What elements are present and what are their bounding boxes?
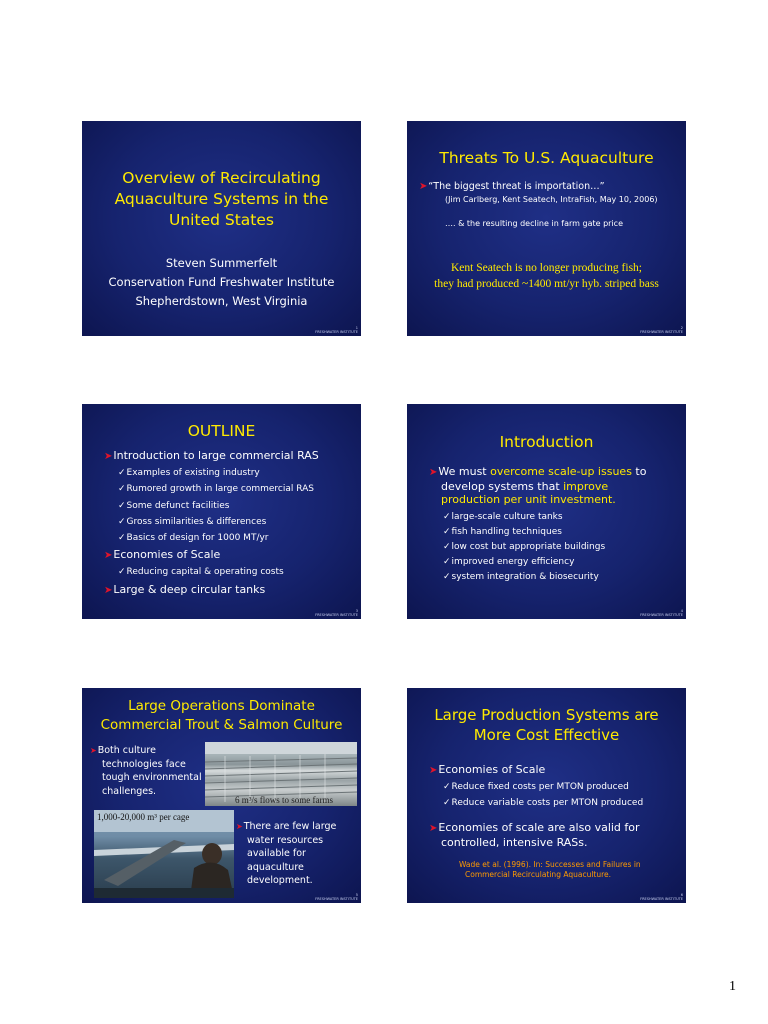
outline-item-text: Economies of Scale: [113, 548, 221, 562]
slide-number: 3 FRESHWATER INSTITUTE: [315, 609, 358, 617]
slide-number: 6 FRESHWATER INSTITUTE: [640, 893, 683, 901]
slide-6-bullets: [429, 762, 686, 850]
author-location: Shepherdstown, West Virginia: [135, 294, 308, 308]
slide-6-title: [407, 705, 686, 745]
slide-4-title: Introduction: [499, 433, 594, 451]
reference-line: Commercial Recirculating Aquaculture.: [465, 869, 612, 879]
bullet-arrow-icon: ➤: [236, 822, 243, 831]
intro-text: to: [631, 465, 647, 478]
checkmark-icon: ✓: [118, 468, 126, 478]
bullet-text: Economies of scale are also valid for: [438, 821, 640, 834]
bullet-arrow-icon: ➤: [419, 181, 428, 192]
raceway-farm-photo: [205, 742, 357, 806]
outline-sub-text: Some defunct facilities: [126, 500, 230, 511]
checkmark-icon: ✓: [443, 527, 451, 537]
intro-sub: [443, 555, 686, 570]
kent-seatech-note: [407, 260, 686, 292]
slide-number: 1 FRESHWATER INSTITUTE: [315, 326, 358, 334]
raceway-caption: 6 m³/s flows to some farms: [235, 795, 333, 805]
intro-sub: [443, 525, 686, 540]
intro-sub-text: system integration & biosecurity: [451, 572, 599, 582]
intro-line: [429, 480, 686, 494]
intro-line: [429, 465, 686, 480]
slide-1-author: [82, 254, 361, 311]
outline-sub: [104, 498, 361, 514]
bullet-arrow-icon: ➤: [104, 550, 113, 562]
checkmark-icon: ✓: [118, 533, 126, 544]
intro-sub: [443, 570, 686, 585]
left-text: technologies face: [102, 758, 186, 770]
author-affiliation: Conservation Fund Freshwater Institute: [108, 275, 335, 289]
checkmark-icon: ✓: [118, 500, 126, 511]
sub-text: Reduce variable costs per MTON produced: [451, 798, 644, 808]
outline-sub: [104, 514, 361, 530]
outline-item: [104, 546, 361, 564]
slide-number: 2 FRESHWATER INSTITUTE: [640, 326, 683, 334]
right-text: available for: [247, 848, 306, 859]
quote-text: “The biggest threat is importation…”: [428, 181, 605, 192]
intro-text: develop systems that: [441, 479, 564, 493]
intro-sub: [443, 540, 686, 555]
outline-sub-text: Gross similarities & differences: [126, 516, 267, 527]
left-text: challenges.: [102, 785, 157, 797]
checkmark-icon: ✓: [443, 572, 451, 582]
checkmark-icon: ✓: [443, 557, 451, 567]
title-line: More Cost Effective: [473, 726, 620, 744]
outline-item: [104, 581, 361, 599]
intro-sub-text: fish handling techniques: [451, 527, 562, 537]
checkmark-icon: ✓: [443, 512, 451, 522]
outline-item: [104, 448, 361, 465]
cage-image: [94, 810, 234, 898]
outline-sub-text: Rumored growth in large commercial RAS: [126, 484, 315, 495]
slide-6-reference: [459, 860, 686, 879]
checkmark-icon: ✓: [443, 782, 451, 792]
outline-sub: [104, 481, 361, 497]
right-text: water resources: [247, 834, 324, 846]
kent-line: Kent Seatech is no longer producing fish;: [451, 262, 642, 274]
kent-line: they had produced ~1400 mt/yr hyb. striped bass: [434, 278, 659, 290]
sub-text: Reduce fixed costs per MTON produced: [451, 782, 629, 792]
intro-highlight: improve: [563, 479, 609, 493]
bullet-arrow-icon: ➤: [104, 451, 113, 462]
sub-line: [429, 779, 686, 795]
bullet-line: [429, 821, 686, 836]
intro-sub-text: low cost but appropriate buildings: [451, 542, 606, 552]
slide-4: [407, 404, 686, 619]
intro-sub-text: improved energy efficiency: [451, 557, 575, 567]
slide-5-right-text: [236, 820, 361, 888]
reference-line: Wade et al. (1996). In: Successes and Failures in: [459, 860, 641, 869]
outline-sub: [104, 465, 361, 481]
outline-list: [104, 448, 361, 599]
threat-note: …. & the resulting decline in farm gate price: [445, 219, 623, 228]
net-cage-photo: [94, 810, 234, 898]
intro-highlight: overcome scale-up issues: [490, 465, 632, 478]
slide-5-title: [82, 697, 361, 735]
slide-number: 5 FRESHWATER INSTITUTE: [315, 893, 358, 901]
threat-quote: [419, 180, 686, 193]
intro-line: [429, 493, 686, 507]
title-line: Large Production Systems are: [434, 706, 659, 724]
title-line: Overview of Recirculating: [122, 169, 321, 187]
intro-text: We must: [438, 465, 491, 478]
author-name: Steven Summerfelt: [165, 256, 278, 270]
right-text: development.: [247, 875, 313, 886]
right-text: aquaculture: [247, 861, 304, 873]
cage-caption: 1,000-20,000 m³ per cage: [97, 812, 190, 822]
slide-5: [82, 688, 361, 903]
slide-1: [82, 121, 361, 336]
title-line: Aquaculture Systems in the: [114, 190, 329, 208]
outline-item-text: Large & deep circular tanks: [113, 583, 266, 597]
checkmark-icon: ✓: [118, 567, 126, 578]
bullet-text: controlled, intensive RASs.: [441, 836, 588, 849]
checkmark-icon: ✓: [443, 542, 451, 552]
right-text: There are few large: [243, 821, 337, 832]
intro-highlight: production per unit investment.: [441, 493, 616, 506]
outline-sub-text: Basics of design for 1000 MT/yr: [126, 533, 269, 544]
bullet-arrow-icon: ➤: [429, 467, 438, 478]
page-number: 1: [729, 979, 736, 994]
bullet-arrow-icon: ➤: [429, 765, 438, 776]
bullet-text: Economies of Scale: [438, 763, 546, 776]
slide-2-title: Threats To U.S. Aquaculture: [439, 149, 654, 167]
checkmark-icon: ✓: [443, 798, 451, 808]
intro-statement: [429, 465, 686, 507]
sub-line: [429, 795, 686, 811]
slide-6: [407, 688, 686, 903]
bullet-arrow-icon: ➤: [104, 585, 113, 597]
slide-3: [82, 404, 361, 619]
intro-sub: [443, 510, 686, 525]
slide-3-title: OUTLINE: [187, 422, 256, 440]
outline-sub-text: Reducing capital & operating costs: [126, 567, 284, 578]
outline-item-text: Introduction to large commercial RAS: [113, 449, 319, 462]
threat-citation: (Jim Carlberg, Kent Seatech, IntraFish, May 10, 2006): [445, 195, 658, 204]
checkmark-icon: ✓: [118, 516, 126, 527]
left-text: Both culture: [97, 745, 156, 756]
right-line: [236, 820, 361, 834]
checkmark-icon: ✓: [118, 484, 126, 495]
intro-sub-text: large-scale culture tanks: [451, 512, 563, 522]
bullet-arrow-icon: ➤: [429, 823, 438, 834]
bullet-line: [429, 762, 686, 779]
intro-sub-list: [443, 510, 686, 585]
slide-1-title: [82, 168, 361, 231]
left-text: tough environmental: [102, 772, 202, 783]
outline-sub-text: Examples of existing industry: [126, 468, 260, 478]
slide-2: [407, 121, 686, 336]
bullet-arrow-icon: ➤: [90, 746, 97, 755]
outline-sub: [104, 564, 361, 581]
slide-number: 4 FRESHWATER INSTITUTE: [640, 609, 683, 617]
outline-sub: [104, 530, 361, 546]
title-line: United States: [169, 211, 274, 229]
title-line: Commercial Trout & Salmon Culture: [100, 717, 343, 733]
title-line: Large Operations Dominate: [128, 698, 315, 714]
